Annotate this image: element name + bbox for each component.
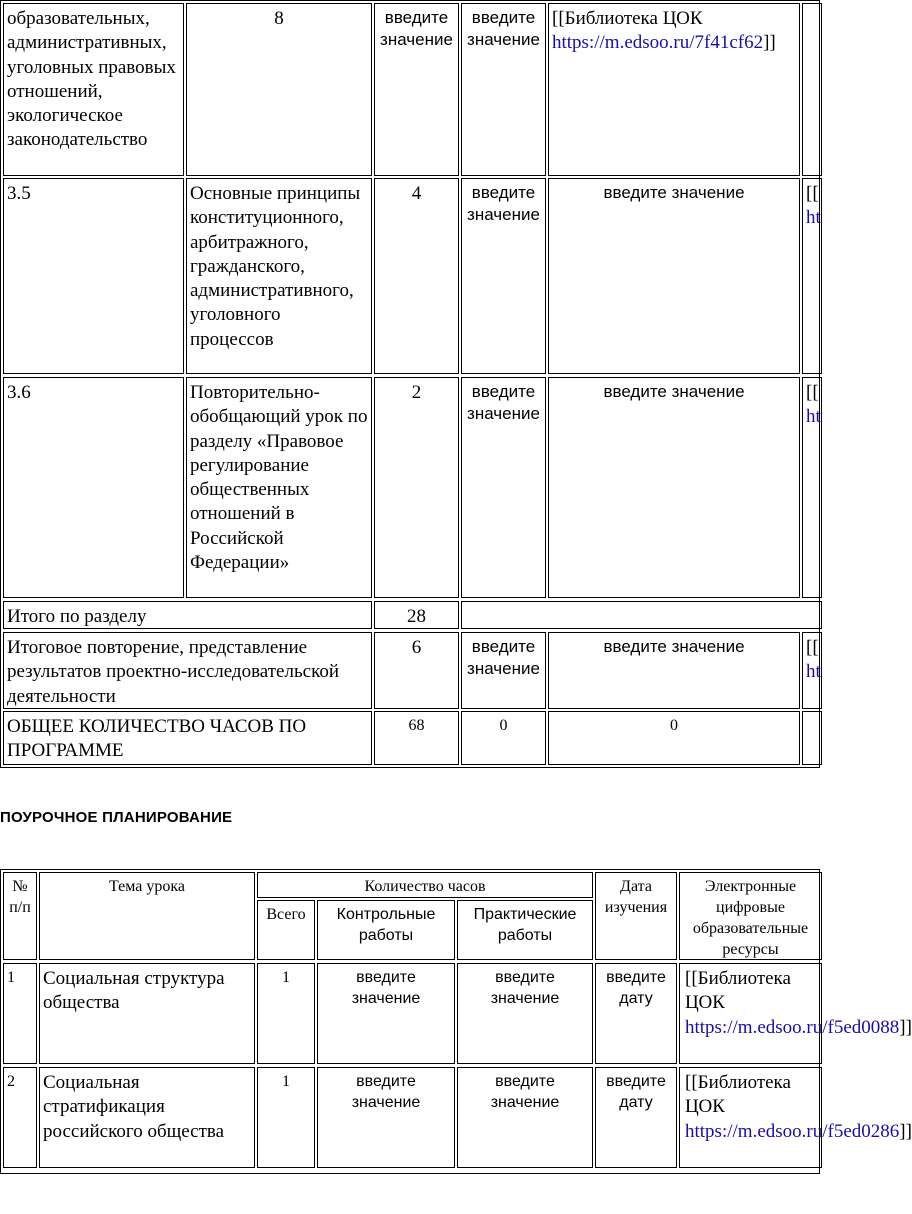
- lesson-control-cell[interactable]: [317, 1067, 455, 1168]
- topic-text: образовательных, административных, уголовных правовых отношений, экологическое законодательство: [7, 8, 176, 151]
- hours-cell: [374, 377, 459, 598]
- header-num: [3, 872, 37, 960]
- resource-prefix: [[: [806, 183, 819, 204]
- lesson-practical-cell[interactable]: [457, 963, 593, 1064]
- hours-cell: [186, 3, 372, 176]
- control-cell[interactable]: [374, 3, 459, 176]
- header-practical: [457, 900, 593, 960]
- topic-text: Основные принципы конституционного, арбитражного, гражданского, административного, уголовного процессов: [190, 183, 361, 350]
- header-resources-label: Электронные цифровые образовательные ресурсы: [692, 878, 809, 958]
- lesson-topic-cell: [39, 963, 255, 1064]
- lesson-total-cell: [257, 1067, 315, 1168]
- lesson-topic: Социальная стратификация российского общества: [43, 1072, 225, 1142]
- resource-prefix: [[Библиотека ЦОК: [685, 1072, 791, 1118]
- final-repeat-hours: 6: [411, 637, 422, 658]
- lesson-topic-cell: [39, 1067, 255, 1168]
- hours-value: 8: [274, 8, 284, 29]
- extra-cell: [802, 3, 822, 176]
- subtotal-hours-cell: [374, 601, 459, 629]
- subtotal-label: Итого по разделу: [7, 606, 147, 627]
- resource-cell: [802, 377, 822, 598]
- topic-cell: [3, 3, 184, 176]
- resource-prefix: [[Библиотека ЦОК: [685, 968, 791, 1014]
- subtotal-empty-cell: [461, 601, 822, 629]
- resource-link[interactable]: https://m.edsoo.ru/7f41cf62: [552, 32, 764, 54]
- row-number: 3.6: [7, 382, 31, 403]
- total-practical: 0: [670, 717, 678, 734]
- date-input-placeholder[interactable]: введите дату: [606, 1073, 666, 1111]
- header-hours-group-label: Количество часов: [364, 878, 486, 895]
- header-control-label: Контрольные работы: [336, 906, 436, 944]
- resource-link[interactable]: https://m.edsoo.ru/f5ed0286: [685, 1120, 900, 1142]
- control-input-placeholder[interactable]: введите значение: [467, 382, 540, 423]
- resource-prefix: [[: [806, 382, 819, 403]
- section-heading: ПОУРОЧНОЕ ПЛАНИРОВАНИЕ: [0, 809, 233, 826]
- practical-input-placeholder[interactable]: введите значение: [603, 382, 745, 401]
- hours-value: 2: [411, 382, 422, 403]
- practical-cell[interactable]: [548, 632, 800, 709]
- header-date: [595, 872, 677, 960]
- header-practical-label: Практические работы: [473, 906, 577, 944]
- date-input-placeholder[interactable]: введите дату: [606, 969, 666, 1007]
- control-input-placeholder[interactable]: введите значение: [467, 183, 540, 224]
- control-cell[interactable]: [461, 377, 546, 598]
- resource-suffix: ]]: [899, 1120, 912, 1142]
- lesson-resource-cell: [679, 963, 912, 1064]
- resource-link[interactable]: ht: [806, 661, 821, 683]
- resource-link[interactable]: ht: [806, 406, 821, 428]
- header-topic-label: Тема урока: [108, 878, 185, 895]
- control-cell[interactable]: [461, 632, 546, 709]
- total-label: ОБЩЕЕ КОЛИЧЕСТВО ЧАСОВ ПО ПРОГРАММЕ: [7, 716, 307, 762]
- practical-input-placeholder[interactable]: введите значение: [467, 8, 540, 49]
- topic-cell: [186, 178, 372, 374]
- resource-cell: [548, 3, 800, 176]
- header-hours-group: [257, 872, 593, 898]
- lesson-topic: Социальная структура общества: [43, 968, 225, 1014]
- resource-prefix: [[Библиотека ЦОК: [552, 8, 703, 29]
- lesson-num-cell: [3, 963, 37, 1064]
- practical-cell[interactable]: [548, 178, 800, 374]
- control-input-placeholder[interactable]: введите значение: [467, 637, 540, 678]
- row-number-cell: [3, 377, 184, 598]
- final-repeat-label-cell: [3, 632, 372, 709]
- header-resources: [679, 872, 822, 960]
- total-hours-cell: [374, 711, 459, 765]
- topic-text: Повторительно-обобщающий урок по разделу «Правовое регулирование общественных отношений в Российской Федерации»: [190, 382, 368, 574]
- hours-cell: [374, 178, 459, 374]
- practical-cell[interactable]: [548, 377, 800, 598]
- resource-cell: [802, 632, 822, 709]
- hours-value: 4: [411, 183, 422, 204]
- control-input-placeholder[interactable]: введите значение: [380, 8, 453, 49]
- header-total-label: Всего: [266, 906, 306, 923]
- header-date-label: Дата изучения: [604, 878, 668, 916]
- total-control-cell: [461, 711, 546, 765]
- resource-link[interactable]: ht: [806, 207, 821, 229]
- lesson-total: 1: [282, 1073, 290, 1090]
- row-number: 3.5: [7, 183, 31, 204]
- lesson-control-cell[interactable]: [317, 963, 455, 1064]
- lesson-total-cell: [257, 963, 315, 1064]
- control-input-placeholder[interactable]: введите значение: [351, 1073, 421, 1111]
- resource-link[interactable]: https://m.edsoo.ru/f5ed0088: [685, 1016, 900, 1038]
- topic-cell: [186, 377, 372, 598]
- resource-cell: [802, 178, 822, 374]
- subtotal-hours: 28: [407, 606, 426, 627]
- total-hours: 68: [408, 717, 425, 734]
- lesson-num: 2: [7, 1073, 15, 1090]
- resource-suffix: ]]: [763, 32, 776, 54]
- lesson-num-cell: [3, 1067, 37, 1168]
- final-repeat-label: Итоговое повторение, представление результатов проектно-исследовательской деятельности: [7, 637, 339, 707]
- control-cell[interactable]: [461, 178, 546, 374]
- resource-prefix: [[: [806, 637, 819, 658]
- lesson-practical-cell[interactable]: [457, 1067, 593, 1168]
- practical-input-placeholder[interactable]: введите значение: [603, 637, 745, 656]
- lesson-num: 1: [7, 969, 15, 986]
- practical-input-placeholder[interactable]: введите значение: [603, 183, 745, 202]
- total-control: 0: [499, 717, 508, 734]
- row-number-cell: [3, 178, 184, 374]
- header-topic: [39, 872, 255, 960]
- header-total: [257, 900, 315, 960]
- total-empty-cell: [802, 711, 822, 765]
- total-label-cell: [3, 711, 372, 765]
- practical-cell[interactable]: [461, 3, 546, 176]
- final-repeat-hours-cell: [374, 632, 459, 709]
- control-input-placeholder[interactable]: введите значение: [351, 969, 421, 1007]
- subtotal-label-cell: [3, 601, 372, 629]
- resource-suffix: ]]: [899, 1016, 912, 1038]
- practical-input-placeholder[interactable]: введите значение: [490, 969, 560, 1007]
- header-control: [317, 900, 455, 960]
- lesson-date-cell[interactable]: [595, 963, 677, 1064]
- lesson-date-cell[interactable]: [595, 1067, 677, 1168]
- practical-input-placeholder[interactable]: введите значение: [490, 1073, 560, 1111]
- total-practical-cell: [548, 711, 800, 765]
- header-num-label: № п/п: [9, 878, 31, 916]
- lesson-total: 1: [282, 969, 290, 986]
- lesson-resource-cell: [679, 1067, 912, 1168]
